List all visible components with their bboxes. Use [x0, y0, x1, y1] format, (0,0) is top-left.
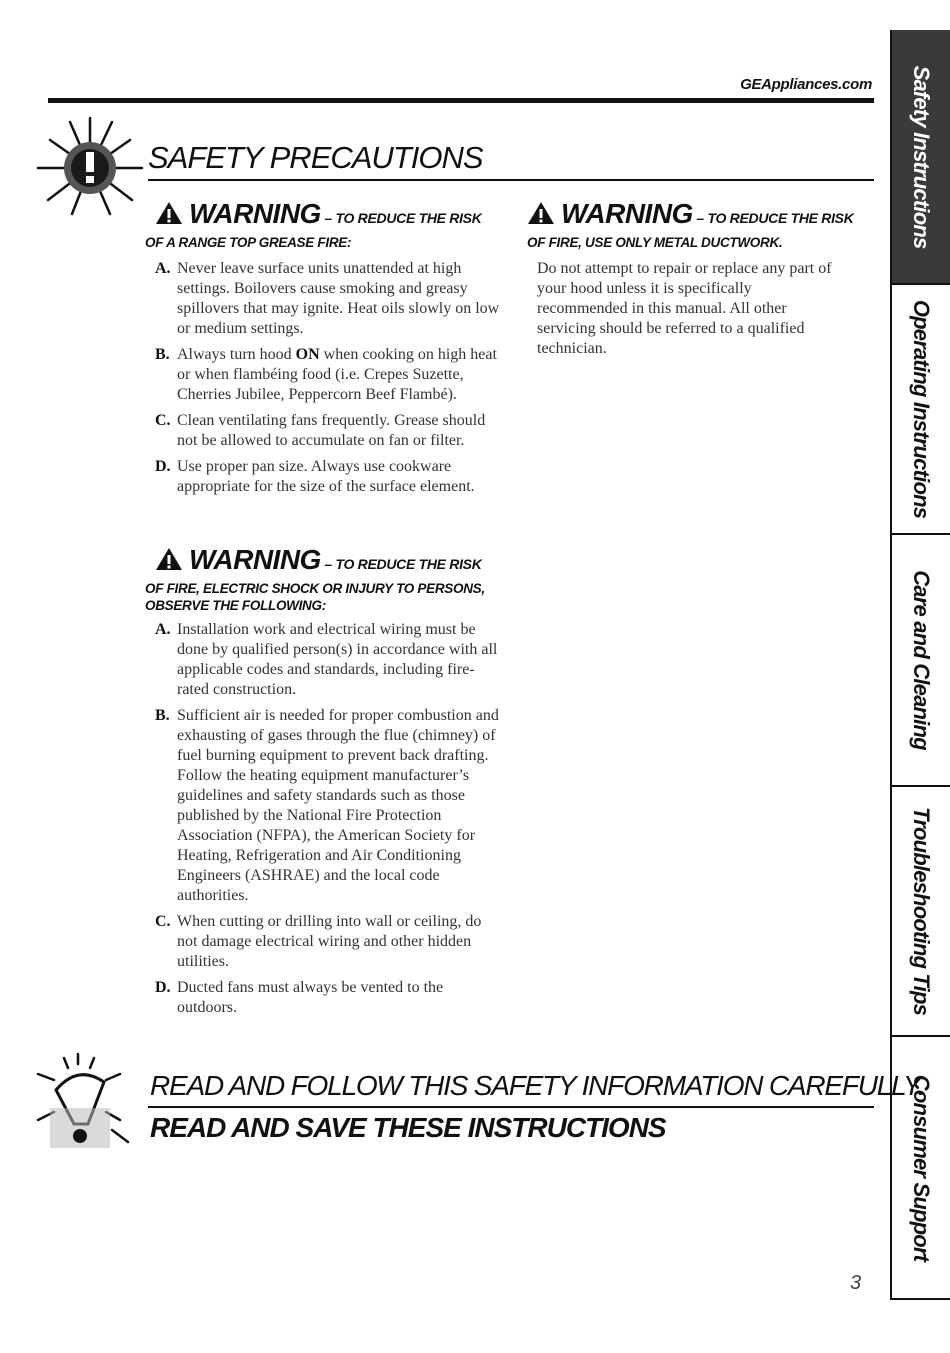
- item-text: Use proper pan size. Always use cookware appropriate for the size of the surface element.: [177, 458, 475, 495]
- item-text: When cutting or drilling into wall or ceiling, do not damage electrical wiring and other hidden utilities.: [177, 913, 482, 970]
- warning-dash: –: [320, 210, 336, 226]
- tab-label: Consumer Support: [909, 1074, 934, 1261]
- item-text: [177, 346, 497, 403]
- item-letter: C.: [155, 913, 171, 930]
- warning-label: WARNING: [189, 544, 321, 575]
- item-text-post: when cooking on high heat or when flambéing food (i.e. Crepes Suzette, Cherries Jubilee, Peppercorn Beef Flambé).: [177, 346, 497, 403]
- item-text: Sufficient air is needed for proper combustion and exhausting of gases through the flue (chimney) of fuel burning equipment to prevent back drafting. Follow the heating equipment manufacturer’s guidelines and safety standards such as those published by the National Fire Protection Association (NFPA), the American Society for Heating, Refrigeration and Air Conditioning Engineers (ASHRAE) and the local code authorities.: [177, 707, 499, 904]
- title-rule: [148, 179, 874, 181]
- section-title: SAFETY PRECAUTIONS: [148, 140, 483, 175]
- warning-heading: [527, 198, 854, 229]
- read-follow-heading: READ AND FOLLOW THIS SAFETY INFORMATION CAREFULLY.: [150, 1070, 925, 1101]
- item-text: Do not attempt to repair or replace any part of your hood unless it is specifically recommended in this manual. All other servicing should be referred to a qualified technician.: [537, 260, 832, 357]
- tab-label: Troubleshooting Tips: [909, 806, 934, 1016]
- warning-subtitle: OF A RANGE TOP GREASE FIRE:: [145, 235, 352, 250]
- item-text: Clean ventilating fans frequently. Grease should not be allowed to accumulate on fan or filter.: [177, 412, 486, 449]
- site-url[interactable]: GEAppliances.com: [740, 76, 872, 93]
- item-letter: A.: [155, 621, 171, 638]
- warning-risk-label: TO REDUCE THE RISK: [335, 556, 482, 572]
- warning-label: WARNING: [189, 198, 321, 229]
- tab-label: Operating Instructions: [909, 299, 934, 519]
- item-letter: B.: [155, 346, 170, 363]
- paragraph: [527, 259, 837, 359]
- warning-label: WARNING: [561, 198, 693, 229]
- warning-triangle-icon: [155, 547, 183, 571]
- list-item: [155, 912, 500, 972]
- tab-label: Safety Instructions: [909, 65, 934, 248]
- section-tabs: [890, 30, 950, 1300]
- list-item: [155, 345, 505, 405]
- page-number: 3: [850, 1272, 862, 1294]
- list-item: [155, 411, 505, 451]
- tab-consumer-support[interactable]: [892, 1037, 950, 1298]
- item-text: Ducted fans must always be vented to the outdoors.: [177, 979, 444, 1016]
- safety-alert-burst-icon: [30, 110, 150, 220]
- tab-label: Care and Cleaning: [909, 570, 934, 750]
- list-item: [155, 259, 505, 339]
- header-rule: [48, 98, 874, 103]
- warning-risk-label: TO REDUCE THE RISK: [707, 210, 854, 226]
- warning-dash: –: [320, 556, 336, 572]
- item-letter: D.: [155, 458, 171, 475]
- list-item: [155, 457, 505, 497]
- item-text: Never leave surface units unattended at high settings. Boilovers cause smoking and greasy spillovers that may ignite. Heat oils slowly on low or medium settings.: [177, 260, 500, 337]
- item-letter: B.: [155, 707, 170, 724]
- item-text-bold: ON: [295, 346, 320, 363]
- tab-care-and-cleaning[interactable]: [892, 535, 950, 787]
- warning-subtitle: OBSERVE THE FOLLOWING:: [145, 598, 326, 613]
- tab-safety-instructions[interactable]: [892, 30, 950, 285]
- tab-operating-instructions[interactable]: [892, 285, 950, 535]
- warning-risk-label: TO REDUCE THE RISK: [335, 210, 482, 226]
- list-item: [155, 978, 500, 1018]
- item-text-pre: Always turn hood: [177, 346, 296, 363]
- warning-heading: [155, 546, 500, 574]
- warning-grease-fire: [145, 198, 505, 497]
- warning-dash: –: [692, 210, 708, 226]
- item-letter: D.: [155, 979, 171, 996]
- read-save-heading: READ AND SAVE THESE INSTRUCTIONS: [150, 1112, 666, 1143]
- item-letter: C.: [155, 412, 171, 429]
- warning-triangle-icon: [527, 201, 555, 225]
- item-letter: A.: [155, 260, 171, 277]
- read-follow-alert-icon: [28, 1050, 153, 1150]
- warning-triangle-icon: [155, 201, 183, 225]
- warning-subtitle: OF FIRE, ELECTRIC SHOCK OR INJURY TO PERSONS,: [145, 581, 485, 596]
- footer-rule: [148, 1106, 874, 1108]
- list-item: [155, 706, 500, 906]
- warning-ductwork: [527, 198, 854, 359]
- warning-subtitle: OF FIRE, USE ONLY METAL DUCTWORK.: [527, 235, 783, 250]
- tab-troubleshooting-tips[interactable]: [892, 787, 950, 1037]
- warning-heading: [155, 200, 505, 228]
- list-item: [155, 620, 500, 700]
- item-text: Installation work and electrical wiring must be done by qualified person(s) in accordance with all applicable codes and standards, including fire-rated construction.: [177, 621, 498, 698]
- warning-fire-shock: [145, 544, 500, 1018]
